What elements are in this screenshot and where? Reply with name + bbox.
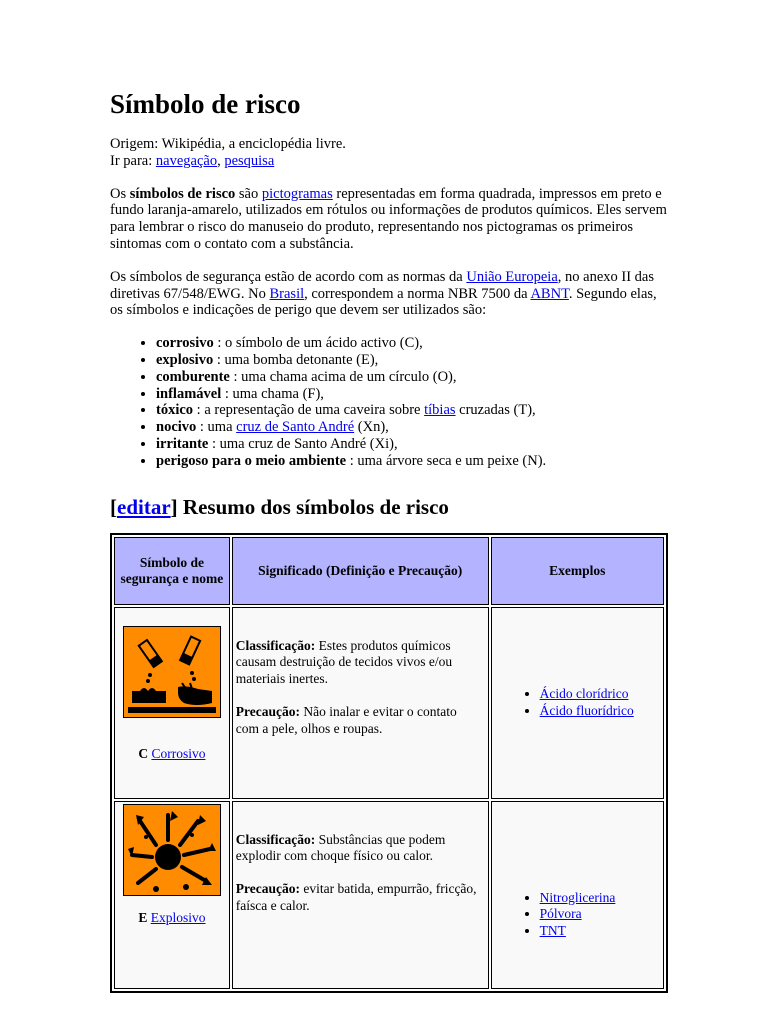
term: perigoso para o meio ambiente: [156, 452, 347, 469]
example-link[interactable]: Ácido fluorídrico: [539, 702, 634, 718]
table-row: [114, 801, 664, 989]
list-item: [156, 386, 670, 403]
edit-link[interactable]: editar: [117, 494, 171, 519]
corrosivo-link[interactable]: Corrosivo: [151, 745, 206, 761]
text: , no anexo II das diretivas 67/548/EWG. No: [110, 268, 654, 302]
abnt-link[interactable]: ABNT: [530, 285, 569, 302]
section-title: Resumo dos símbolos de risco: [177, 494, 449, 519]
classification: [236, 638, 482, 688]
precaution-text: evitar batida, empurrão, fricção, faísca e calor.: [235, 881, 477, 913]
symbol-name: [115, 910, 229, 926]
meaning-cell: [232, 801, 489, 989]
desc: : uma árvore seca e um peixe (N).: [346, 452, 547, 469]
text: . Segundo elas, os símbolos e indicações de perigo que devem ser utilizados são:: [110, 285, 657, 319]
symbol-cell: [114, 607, 230, 799]
origin-line: Origem: Wikipédia, a enciclopédia livre.: [110, 136, 346, 152]
search-link[interactable]: pesquisa: [224, 152, 275, 169]
column-header: Exemplos: [491, 537, 664, 605]
risk-symbols-table: [110, 533, 668, 993]
precaution-label: Precaução:: [235, 881, 301, 897]
desc: : uma bomba detonante (E),: [213, 351, 379, 368]
examples-list: [492, 890, 663, 940]
risk-symbols-list: [110, 335, 670, 469]
term: inflamável: [156, 385, 222, 402]
section-heading: [110, 494, 670, 520]
desc: cruzadas (T),: [455, 402, 536, 419]
list-item: [540, 923, 663, 940]
column-header: Símbolo de segurança e nome: [114, 537, 230, 605]
list-item: [156, 352, 670, 369]
navigation-link[interactable]: navegação: [155, 152, 218, 169]
list-item: [540, 703, 663, 720]
list-item: [156, 402, 670, 419]
text: , correspondem a norma NBR 7500 da: [304, 285, 531, 302]
explosive-pictogram-icon: [123, 804, 221, 896]
precaution-text: Não inalar e evitar o contato com a pele, olhos e roupas.: [235, 703, 457, 736]
goto-prefix: Ir para:: [110, 152, 156, 169]
article: [110, 88, 670, 993]
classification-label: Classificação:: [235, 637, 316, 653]
table-header-row: [114, 537, 664, 605]
symbol-code: E: [138, 909, 148, 925]
pictogramas-link[interactable]: pictogramas: [261, 185, 333, 202]
classification-text: Substâncias que podem explodir com choque físico ou calor.: [235, 831, 446, 864]
desc: : o símbolo de um ácido activo (C),: [213, 335, 423, 352]
examples-cell: [491, 801, 664, 989]
term: comburente: [156, 368, 230, 385]
separator: ,: [217, 152, 225, 169]
example-link[interactable]: Pólvora: [539, 906, 582, 922]
term: nocivo: [156, 419, 197, 436]
example-link[interactable]: TNT: [539, 922, 566, 938]
goto-line: [110, 153, 670, 170]
text: são: [235, 185, 262, 202]
bracket: [: [110, 494, 117, 519]
norms-paragraph: [110, 269, 670, 319]
precaution: [236, 704, 482, 738]
examples-cell: [491, 607, 664, 799]
explosivo-link[interactable]: Explosivo: [150, 909, 206, 925]
classification-text: Estes produtos químicos causam destruição de tecidos vivos e/ou materiais inertes.: [235, 637, 453, 687]
text: Os símbolos de segurança estão de acordo com as normas da: [110, 268, 467, 285]
desc: : uma cruz de Santo André (Xi),: [208, 435, 398, 452]
term: explosivo: [156, 351, 214, 368]
bold-term: símbolos de risco: [129, 185, 236, 202]
classification: [236, 832, 482, 866]
list-item: [156, 453, 670, 470]
list-item: [156, 335, 670, 352]
symbol-cell: [114, 801, 230, 989]
example-link[interactable]: Nitroglicerina: [539, 889, 616, 905]
desc: (Xn),: [354, 419, 389, 436]
text: representadas em forma quadrada, impressos em preto e fundo laranja-amarelo, utilizados em rótulos ou informações de produtos químicos. Eles servem para lembrar o risco do manuseio do produto, representando nos pictogramas os primeiros sintomas com o contato com a substância.: [110, 185, 667, 252]
bracket: ]: [170, 494, 178, 519]
corrosive-pictogram-icon: [123, 626, 221, 718]
list-item: [540, 906, 663, 923]
uniao-europeia-link[interactable]: União Europeia: [466, 268, 558, 285]
desc: : uma: [196, 419, 237, 436]
list-item: [156, 369, 670, 386]
article-meta: [110, 136, 670, 170]
page-title: Símbolo de risco: [110, 89, 301, 119]
precaution: [236, 881, 482, 915]
text: Os: [110, 185, 130, 202]
column-header: Significado (Definição e Precaução): [232, 537, 489, 605]
meaning-cell: [232, 607, 489, 799]
cruz-santo-andre-link[interactable]: cruz de Santo André: [236, 419, 355, 436]
symbol-name: [115, 746, 229, 762]
term: tóxico: [156, 402, 194, 419]
intro-paragraph: [110, 186, 670, 253]
brasil-link[interactable]: Brasil: [269, 285, 305, 302]
desc: : uma chama acima de um círculo (O),: [229, 368, 457, 385]
table-row: [114, 607, 664, 799]
tibias-link[interactable]: tíbias: [424, 402, 456, 419]
list-item: [156, 419, 670, 436]
classification-label: Classificação:: [235, 831, 316, 847]
precaution-label: Precaução:: [235, 703, 301, 719]
desc: : a representação de uma caveira sobre: [193, 402, 425, 419]
examples-list: [492, 686, 663, 719]
example-link[interactable]: Ácido clorídrico: [539, 685, 629, 701]
symbol-code: C: [138, 745, 149, 761]
term: irritante: [156, 435, 209, 452]
list-item: [540, 686, 663, 703]
term: corrosivo: [156, 335, 214, 352]
list-item: [540, 890, 663, 907]
desc: : uma chama (F),: [221, 385, 324, 402]
list-item: [156, 436, 670, 453]
